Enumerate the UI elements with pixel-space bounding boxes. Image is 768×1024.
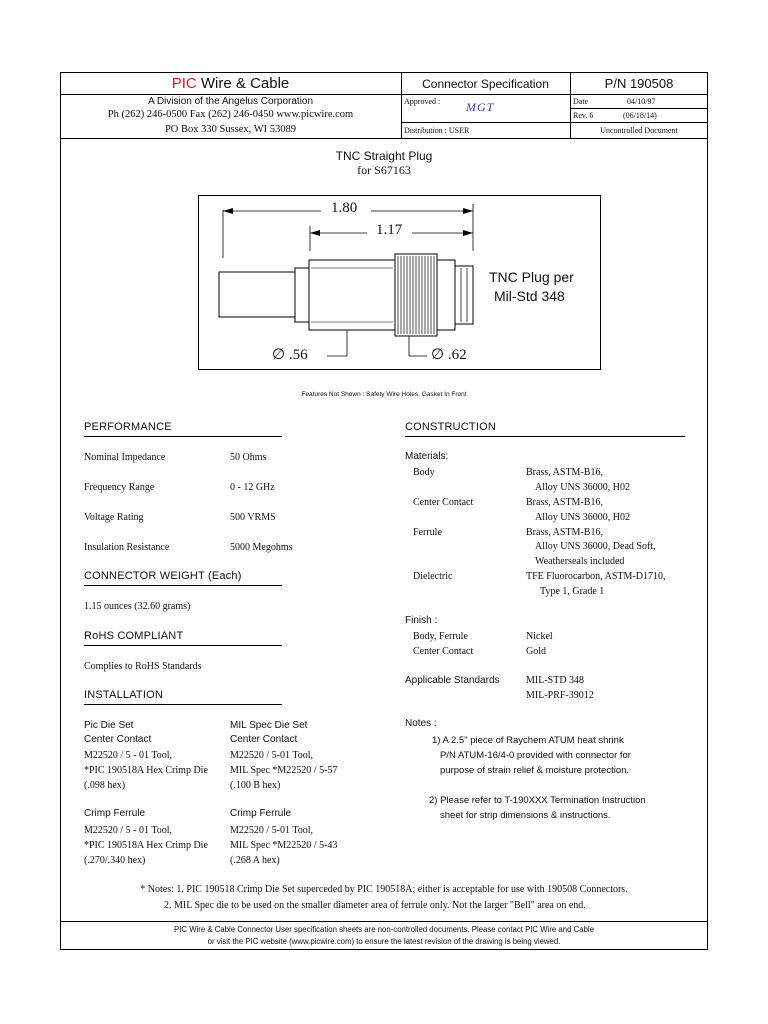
company-brand: PIC	[171, 75, 197, 92]
disclaimer-line2: or visit the PIC website (www.picwire.com) to ensure the latest revision of the drawing is being viewed.	[207, 937, 561, 946]
perf-value-frequency: 0 - 12 GHz	[230, 482, 275, 493]
material-spec-line: Alloy UNS 36000, H02	[535, 512, 631, 523]
note-line: P/N ATUM-16/4-0 provided with connector for	[440, 750, 631, 761]
rohs-value: Complies to RoHS Standards	[84, 661, 202, 672]
pic-ferrule-line: *PIC 190518A Hex Crimp Die	[84, 840, 208, 851]
performance-underline	[84, 436, 282, 437]
material-part-dielectric: Dielectric	[413, 571, 453, 582]
doc-type: Connector Specification	[422, 77, 549, 91]
materials-label: Materials:	[405, 451, 449, 462]
rohs-title: RoHS COMPLIANT	[84, 630, 184, 642]
finish-value: Nickel	[526, 631, 553, 642]
document-status: Uncontrolled Document	[600, 126, 678, 135]
material-spec-line: Alloy UNS 36000, Dead Soft,	[535, 541, 656, 552]
company-rest: Wire & Cable	[196, 75, 290, 92]
pic-ferrule-line: (.270/.340 hex)	[84, 855, 146, 866]
perf-label-frequency: Frequency Range	[84, 482, 155, 493]
pic-ferrule-line: M22520 / 5 - 01 Tool,	[84, 825, 173, 836]
diameter-cable: ∅ .56	[272, 347, 308, 363]
construction-underline	[405, 436, 685, 437]
dimension-body: 1.17	[373, 222, 405, 239]
pic-contact-header: Center Contact	[84, 734, 152, 745]
construction-title: CONSTRUCTION	[405, 421, 497, 433]
division: A Division of the Angelus Corporation	[147, 96, 314, 107]
mil-ferrule-header: Crimp Ferrule	[230, 808, 292, 819]
footnote-1: * Notes: 1. PIC 190518 Crimp Die Set superceded by PIC 190518A; either is acceptable for use with 190508 Connectors.	[140, 884, 628, 895]
material-spec-line: TFE Fluorocarbon, ASTM-D1710,	[526, 571, 666, 582]
rev-label: Rev. 6	[573, 111, 594, 120]
mil-ferrule-line: (.268 A hex)	[230, 855, 280, 866]
finish-label: Finish :	[405, 615, 438, 626]
mil-ferrule-line: MIL Spec *M22520 / 5-43	[230, 840, 338, 851]
pic-contact-line: M22520 / 5 - 01 Tool,	[84, 750, 173, 761]
features-note: Features Not Shown : Safety Wire Holes, Gasket In Front	[301, 391, 467, 398]
pic-ferrule-header: Crimp Ferrule	[84, 808, 146, 819]
material-spec-line: Weatherseals included	[535, 556, 625, 567]
plug-label-line1: TNC Plug per	[489, 269, 574, 285]
material-part-center-contact: Center Contact	[413, 497, 474, 508]
disclaimer-line1: PIC Wire & Cable Connector User specification sheets are non-controlled documents. Please contact PIC Wire and Cable	[174, 925, 594, 934]
contact-info: Ph (262) 246-0500 Fax (262) 246-0450 www.picwire.com	[107, 109, 354, 120]
standard-item: MIL-PRF-39012	[526, 690, 594, 701]
note-line: sheet for strip dimensions & instructions.	[440, 810, 611, 821]
approved-label: Approved :	[404, 97, 441, 106]
material-spec-line: Brass, ASTM-B16,	[526, 527, 603, 538]
material-spec-line: Type 1, Grade 1	[540, 586, 605, 597]
date-label: Date	[573, 97, 589, 106]
rev-row-divider-bottom	[570, 122, 708, 123]
distribution: Distribution : USER	[404, 126, 470, 135]
pic-contact-line: (.098 hex)	[84, 780, 126, 791]
standards-label: Applicable Standards	[405, 675, 500, 686]
dimension-overall: 1.80	[328, 200, 360, 217]
finish-value: Gold	[526, 646, 546, 657]
approved-signature: MGT	[466, 100, 495, 114]
address: PO Box 330 Sussex, WI 53089	[164, 124, 297, 135]
perf-label-voltage: Voltage Rating	[84, 512, 144, 523]
product-title: TNC Straight Plug	[335, 149, 433, 163]
mil-contact-line: M22520 / 5-01 Tool,	[230, 750, 314, 761]
perf-value-voltage: 500 VRMS	[230, 512, 276, 523]
perf-value-impedance: 50 Ohms	[230, 452, 267, 463]
rohs-underline	[84, 645, 282, 646]
material-spec-line: Alloy UNS 36000, H02	[535, 482, 631, 493]
finish-part: Center Contact	[413, 646, 474, 657]
pic-die-header: Pic Die Set	[84, 720, 134, 731]
installation-title: INSTALLATION	[84, 689, 164, 701]
material-spec-line: Brass, ASTM-B16,	[526, 467, 603, 478]
mil-contact-line: MIL Spec *M22520 / 5-57	[230, 765, 338, 776]
finish-part: Body, Ferrule	[413, 631, 468, 642]
company-name	[60, 75, 401, 92]
mil-die-header: MIL Spec Die Set	[230, 720, 308, 731]
notes-label: Notes :	[405, 718, 437, 729]
standard-item: MIL-STD 348	[526, 675, 585, 686]
product-subtitle: for S67163	[357, 163, 411, 177]
mil-contact-line: (.100 B hex)	[230, 780, 281, 791]
weight-title: CONNECTOR WEIGHT (Each)	[84, 570, 242, 582]
rev-row-divider-top	[570, 108, 708, 109]
material-part-body: Body	[413, 467, 435, 478]
perf-label-insulation: Insulation Resistance	[84, 542, 170, 553]
note-line: 2) Please refer to T-190XXX Termination Instruction	[429, 795, 646, 806]
performance-title: PERFORMANCE	[84, 421, 172, 433]
perf-value-insulation: 5000 Megohms	[230, 542, 293, 553]
weight-underline	[84, 585, 282, 586]
rev-value: (06/18/14)	[623, 111, 657, 120]
perf-label-impedance: Nominal Impedance	[84, 452, 166, 463]
part-number: P/N 190508	[604, 76, 674, 91]
weight-value: 1.15 ounces (32.60 grams)	[84, 601, 191, 612]
pic-contact-line: *PIC 190518A Hex Crimp Die	[84, 765, 208, 776]
header-divider	[60, 94, 708, 95]
footnote-2: 2. MIL Spec die to be used on the smaller diameter area of ferrule only. Not the larger "Bell" area on end.	[164, 900, 586, 911]
distribution-divider	[401, 122, 570, 123]
note-line: purpose of strain relief & moisture protection.	[440, 765, 630, 776]
mil-ferrule-line: M22520 / 5-01 Tool,	[230, 825, 314, 836]
installation-underline	[84, 704, 282, 705]
disclaimer-divider	[60, 921, 708, 922]
date-value: 04/10/97	[627, 97, 656, 106]
note-line: 1) A 2.5" piece of Raychem ATUM heat shrink	[432, 735, 624, 746]
diameter-nut: ∅ .62	[431, 347, 467, 363]
material-part-ferrule: Ferrule	[413, 527, 442, 538]
material-spec-line: Brass, ASTM-B16,	[526, 497, 603, 508]
header-bottom-divider	[60, 138, 708, 139]
plug-label-line2: Mil-Std 348	[494, 288, 565, 304]
mil-contact-header: Center Contact	[230, 734, 298, 745]
